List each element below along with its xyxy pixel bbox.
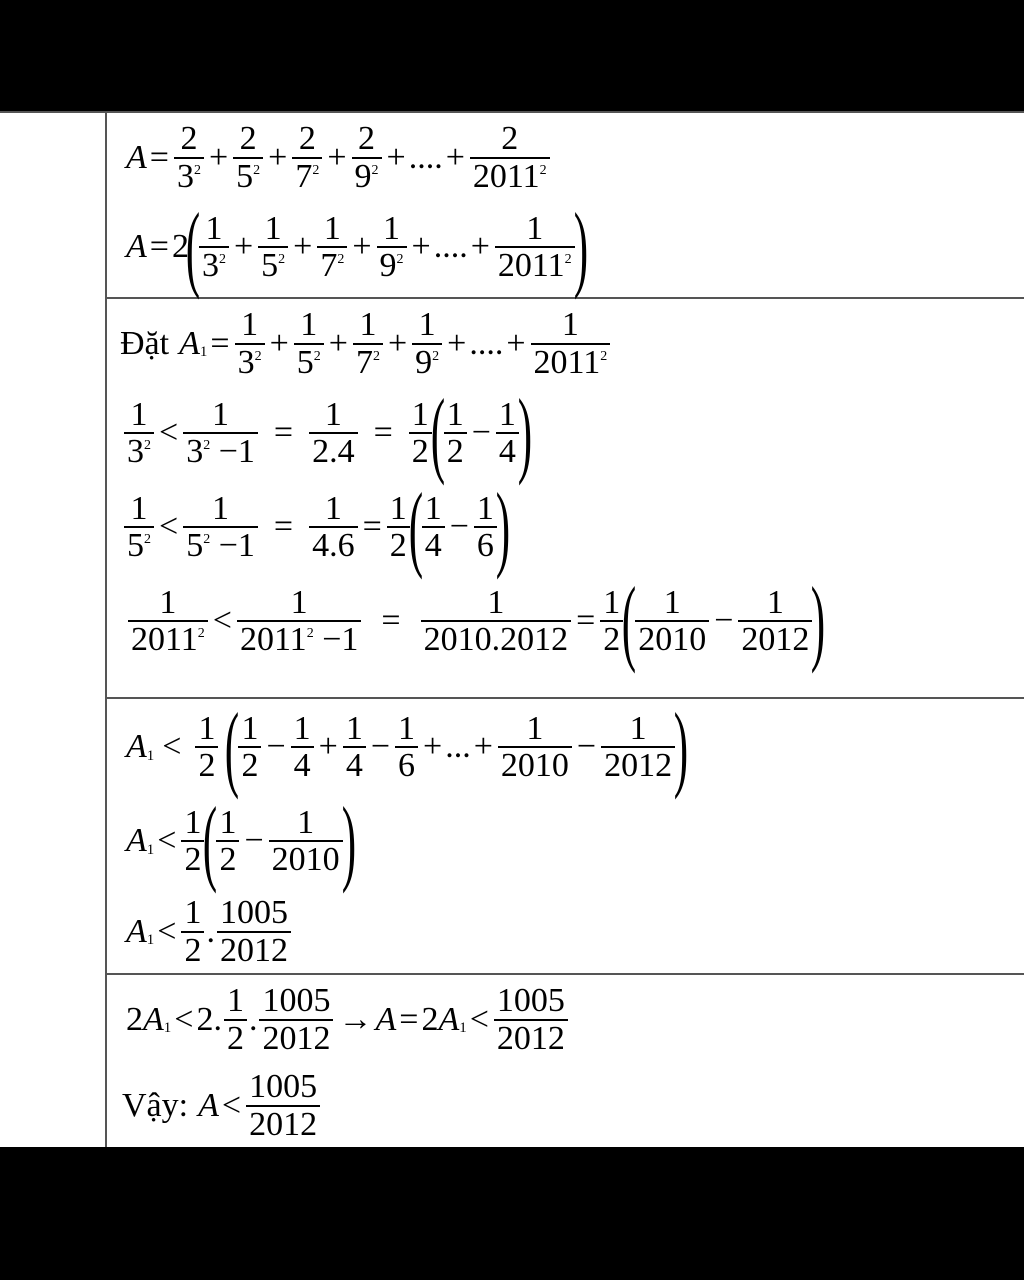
inequality-final-derivation: 2 A 1 < 2. $\frac{1}{2}$ . $\frac{1005}{2012}$ → A = 2 A 1 < $\frac{1005}{2012}$ [126, 983, 570, 1056]
fraction: $\frac{1}{7^2}$ [317, 211, 347, 284]
row-divider [105, 297, 1024, 299]
row-divider [105, 697, 1024, 699]
fraction: $\frac{2}{3^2}$ [174, 121, 204, 194]
var-a: A [126, 138, 147, 176]
fraction: $\frac{2}{7^2}$ [292, 121, 322, 194]
fraction: $\frac{1}{5^2}$ [294, 307, 324, 380]
row-divider [105, 973, 1024, 975]
inequality-term-5: $\frac{1}{5^2}$ < $\frac{1}{5^2 -1}$ = $\frac{1}{4.6}$ = $\frac{1}{2}$ ( $\frac{1}{4}$ − $\frac{1}{6}$ ) [122, 489, 507, 566]
fraction: $\frac{1}{9^2}$ [377, 211, 407, 284]
fraction: $\frac{2}{5^2}$ [233, 121, 263, 194]
fraction: $\frac{1}{2011^2}$ [495, 211, 575, 284]
label-vay: Vậy: [122, 1086, 189, 1124]
inequality-a1-simplified: A 1 < $\frac{1}{2}$ ( $\frac{1}{2}$ − $\frac{1}{2010}$ ) [126, 787, 356, 894]
fraction: $\frac{1}{3^2}$ [235, 307, 265, 380]
fraction: $\frac{1}{5^2}$ [258, 211, 288, 284]
fraction: $\frac{1}{3^2}$ [199, 211, 229, 284]
equation-a-definition: A = $\frac{2}{3^2}$ + $\frac{2}{5^2}$ + $\frac{2}{7^2}$ + $\frac{2}{9^2}$ + .... + $\frac{2}{2011^2}$ [126, 121, 552, 194]
inequality-term-3: $\frac{1}{3^2}$ < $\frac{1}{3^2 -1}$ = $\frac{1}{2.4}$ = $\frac{1}{2}$ ( $\frac{1}{2}$ − $\frac{1}{4}$ ) [122, 395, 529, 472]
inequality-a1-telescoping: A 1 < $\frac{1}{2}$ ( $\frac{1}{2}$ − $\frac{1}{4}$ + $\frac{1}{4}$ − $\frac{1}{6}$ + ... + $\frac{1}{2010}$ − $\frac{1}{2012}$ ) [126, 693, 689, 800]
inequality-term-2011: $\frac{1}{2011^2}$ < $\frac{1}{2011^2 -1}$ = $\frac{1}{2010.2012}$ = $\frac{1}{2}$ ( $\frac{1}{2010}$ − $\frac{1}{2012}$ ) [126, 583, 822, 660]
equation-a1-definition: Đặt A 1 = $\frac{1}{3^2}$ + $\frac{1}{5^2}$ + $\frac{1}{7^2}$ + $\frac{1}{9^2}$ + .... + $\frac{1}{2011^2}$ [120, 307, 612, 380]
fraction: $\frac{1}{9^2}$ [412, 307, 442, 380]
fraction: $\frac{2}{9^2}$ [352, 121, 382, 194]
equals-sign: = [149, 138, 169, 176]
fraction: $\frac{1}{7^2}$ [353, 307, 383, 380]
fraction: $\frac{2}{2011^2}$ [470, 121, 550, 194]
left-column [0, 113, 107, 1147]
conclusion: Vậy: A < $\frac{1005}{2012}$ [122, 1069, 322, 1142]
solution-table [0, 111, 1024, 1147]
label-dat: Đặt [120, 324, 170, 362]
inequality-a1-result: A 1 < $\frac{1}{2}$ . $\frac{1005}{2012}$ [126, 895, 293, 968]
fraction: $\frac{1}{2011^2}$ [531, 307, 611, 380]
equation-a-factored: A = 2 ( $\frac{1}{3^2}$ + $\frac{1}{5^2}$ + $\frac{1}{7^2}$ + $\frac{1}{9^2}$ + .... + $\frac{1}{2011^2}$ ) [126, 193, 588, 300]
